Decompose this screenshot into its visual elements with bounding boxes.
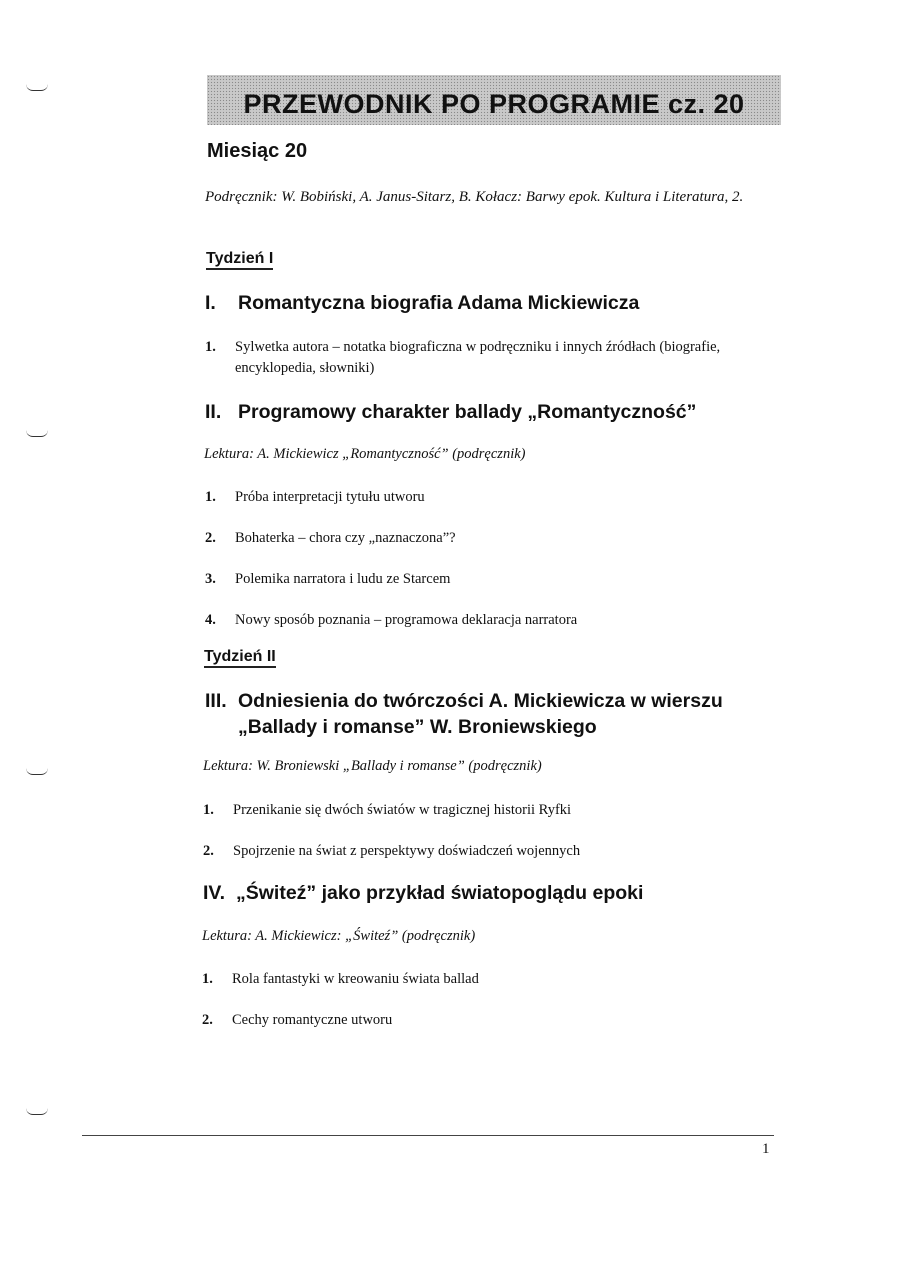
list-item (202, 1010, 777, 1031)
item-number: 1. (203, 802, 214, 818)
section-4-heading (203, 880, 783, 906)
item-number: 2. (205, 530, 216, 546)
item-number: 4. (205, 612, 216, 628)
section-title: Romantyczna biografia Adama Mickiewicza (238, 292, 640, 314)
list-item (203, 841, 778, 862)
section-title: Odniesienia do twórczości A. Mickiewicza w wierszu „Ballady i romanse” W. Broniewskiego (238, 690, 723, 738)
list-item (203, 800, 778, 821)
month-heading: Miesiąc 20 (207, 140, 308, 162)
section-number: II. (205, 401, 222, 423)
item-text: Spojrzenie na świat z perspektywy doświadczeń wojennych (233, 843, 581, 859)
section-number: IV. (203, 882, 226, 904)
section-2-heading (205, 399, 785, 425)
item-text: Bohaterka – chora czy „naznaczona”? (235, 530, 456, 546)
list-item (205, 528, 780, 549)
list-item (205, 569, 780, 590)
item-text: Próba interpretacji tytułu utworu (235, 489, 425, 505)
punch-mark (26, 1108, 48, 1115)
punch-mark (26, 430, 48, 437)
list-item (205, 337, 780, 379)
page-number: 1 (762, 1141, 770, 1157)
section-number: III. (205, 690, 227, 712)
week-2-heading: Tydzień II (204, 648, 276, 668)
item-number: 1. (202, 971, 213, 987)
item-number: 3. (205, 571, 216, 587)
item-text: Polemika narratora i ludu ze Starcem (235, 571, 451, 587)
lektura-line: Lektura: A. Mickiewicz „Romantyczność” (podręcznik) (204, 446, 526, 462)
item-text: Sylwetka autora – notatka biograficzna w podręczniku i innych źródłach (biografie, encyklopedia, słowniki) (235, 339, 721, 376)
header-banner (207, 75, 781, 125)
item-text: Cechy romantyczne utworu (232, 1012, 393, 1028)
week-1-heading: Tydzień I (206, 250, 273, 270)
section-1-heading (205, 290, 785, 316)
item-number: 1. (205, 489, 216, 505)
section-number: I. (205, 292, 216, 314)
lektura-line: Lektura: W. Broniewski „Ballady i romanse” (podręcznik) (203, 758, 542, 774)
punch-mark (26, 84, 48, 91)
item-number: 2. (203, 843, 214, 859)
section-title: Programowy charakter ballady „Romantyczność” (238, 401, 697, 423)
item-text: Przenikanie się dwóch światów w tragicznej historii Ryfki (233, 802, 572, 818)
item-number: 1. (205, 339, 216, 355)
list-item (205, 610, 780, 631)
list-item (205, 487, 780, 508)
punch-mark (26, 768, 48, 775)
item-text: Rola fantastyki w kreowaniu świata ballad (232, 971, 479, 987)
item-text: Nowy sposób poznania – programowa deklaracja narratora (235, 612, 578, 628)
section-title: „Świteź” jako przykład światopoglądu epoki (236, 882, 644, 904)
handbook-reference: Podręcznik: W. Bobiński, A. Janus-Sitarz, B. Kołacz: Barwy epok. Kultura i Literatura, 2. (205, 189, 744, 205)
footer-divider (82, 1135, 774, 1136)
section-3-heading (205, 688, 765, 740)
item-number: 2. (202, 1012, 213, 1028)
banner-title: PRZEWODNIK PO PROGRAMIE cz. 20 (243, 88, 745, 119)
list-item (202, 969, 777, 990)
lektura-line: Lektura: A. Mickiewicz: „Świteź” (podręcznik) (202, 928, 476, 944)
